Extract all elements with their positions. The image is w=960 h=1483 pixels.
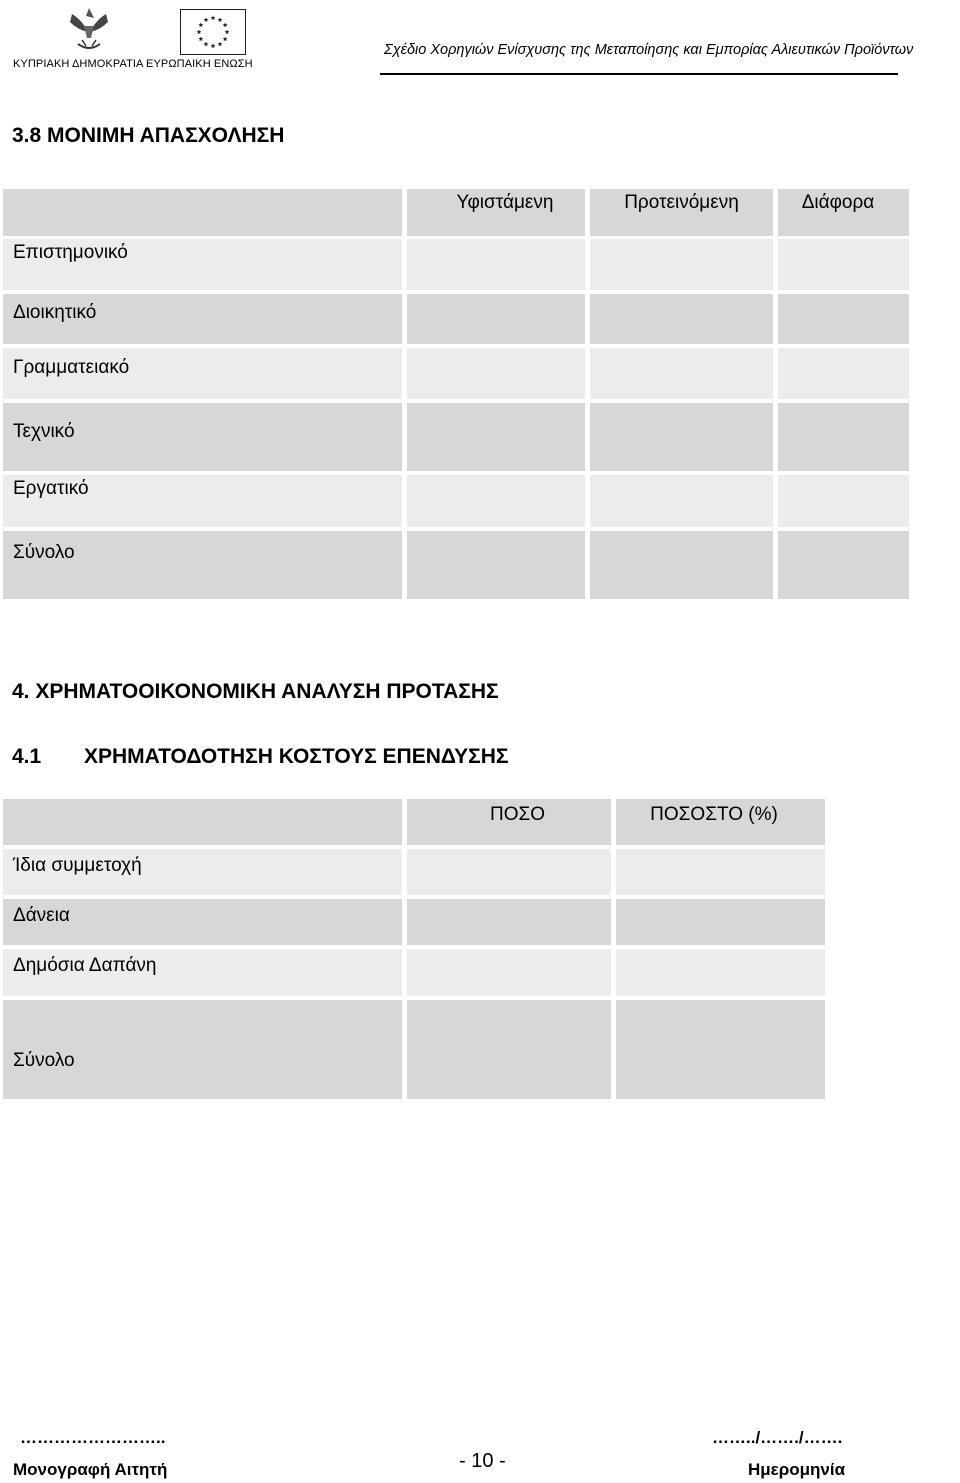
table-cell — [407, 348, 585, 399]
table-cell — [778, 531, 909, 599]
eu-flag-icon — [180, 9, 246, 55]
row-label-administrative: Διοικητικό — [13, 302, 97, 323]
table-cell — [3, 189, 402, 236]
header-scheme-title: Σχέδιο Χορηγιών Ενίσχυσης της Μεταποίησης και Εμπορίας Αλιευτικών Προϊόντων — [384, 42, 914, 58]
table-cell — [407, 294, 585, 344]
table-cell — [3, 799, 402, 845]
table-cell — [778, 475, 909, 527]
section-title-3-8: 3.8 ΜΟΝΙΜΗ ΑΠΑΣΧΟΛΗΣΗ — [12, 124, 285, 147]
row-label-public-expenditure: Δημόσια Δαπάνη — [13, 955, 157, 976]
section-number: 4.1 — [12, 745, 42, 768]
section-title-4-1 — [12, 745, 508, 769]
header-left-text: ΚΥΠΡΙΑΚΗ ΔΗΜΟΚΡΑΤΙΑ ΕΥΡΩΠΑΙΚΗ ΕΝΩΣΗ — [13, 58, 253, 70]
table-cell — [778, 239, 909, 290]
header-rule — [380, 73, 898, 75]
row-label-scientific: Επιστημονικό — [13, 242, 128, 263]
section-title-text: ΧΡΗΜΑΤΟΔΟΤΗΣΗ ΚΟΣΤΟΥΣ ΕΠΕΝΔΥΣΗΣ — [84, 745, 509, 768]
cyprus-emblem-icon — [64, 4, 114, 54]
table-cell — [407, 949, 611, 996]
table-cell — [407, 899, 611, 945]
table-cell — [590, 239, 773, 290]
table-cell — [778, 294, 909, 344]
row-label-secretarial: Γραμματειακό — [13, 357, 130, 378]
column-header-existing: Υφιστάμενη — [456, 192, 554, 213]
row-label-technical: Τεχνικό — [13, 421, 75, 442]
table-cell — [407, 849, 611, 895]
row-label-labour: Εργατικό — [13, 478, 89, 499]
column-header-amount: ΠΟΣΟ — [489, 804, 546, 825]
page-number: - 10 - — [459, 1450, 506, 1472]
table-cell — [590, 294, 773, 344]
signature-label: Μονογραφή Αιτητή — [13, 1460, 168, 1479]
row-label-own-contribution: Ίδια συμμετοχή — [13, 855, 142, 876]
table-cell — [590, 475, 773, 527]
table-cell — [407, 1000, 611, 1099]
signature-dots: …………………….. — [20, 1428, 166, 1447]
table-cell — [778, 348, 909, 399]
row-label-total: Σύνολο — [13, 1050, 75, 1071]
table-cell — [616, 1000, 825, 1099]
column-header-proposed: Προτεινόμενη — [624, 192, 739, 213]
row-label-total: Σύνολο — [13, 542, 75, 563]
table-cell — [778, 403, 909, 471]
table-cell — [590, 531, 773, 599]
section-title-4: 4. ΧΡΗΜΑΤΟΟΙΚΟΝΟΜΙΚΗ ΑΝΑΛΥΣΗ ΠΡΟΤΑΣΗΣ — [12, 680, 499, 703]
table-cell — [407, 239, 585, 290]
table-cell — [616, 899, 825, 945]
table-cell — [407, 531, 585, 599]
column-header-percentage: ΠΟΣΟΣΤΟ (%) — [650, 804, 778, 825]
table-cell — [616, 849, 825, 895]
table-cell — [590, 403, 773, 471]
table-cell — [407, 403, 585, 471]
table-cell — [590, 348, 773, 399]
column-header-difference: Διάφορα — [801, 192, 875, 213]
date-dots: ……../……./……. — [712, 1428, 843, 1447]
row-label-loans: Δάνεια — [13, 905, 70, 926]
table-cell — [407, 475, 585, 527]
table-cell — [616, 949, 825, 996]
date-label: Ημερομηνία — [748, 1460, 846, 1479]
